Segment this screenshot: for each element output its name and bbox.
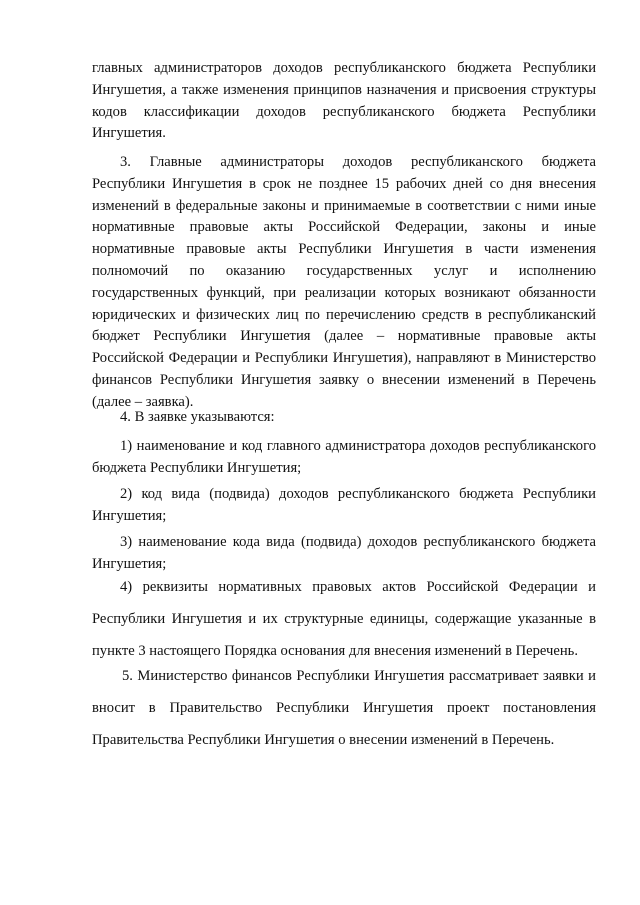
list-item-1: 1) наименование и код главного администратора доходов республиканского бюджета Республики Ингушетия; [92,438,596,476]
paragraph-item-4: 4. В заявке указываются: [120,409,275,425]
paragraph-continuation: главных администраторов доходов республиканского бюджета Республики Ингушетия, а также изменения принципов назначения и присвоения структуры кодов классификации доходов республиканского бюджета Республики Ингушетия. [92,60,596,142]
list-item-2: 2) код вида (подвида) доходов республиканского бюджета Республики Ингушетия; [92,486,596,524]
paragraph-item-3: 3. Главные администраторы доходов республиканского бюджета Республики Ингушетия в срок не позднее 15 рабочих дней со дня внесения изменений в федеральные законы и принимаемые в соответствии с ними иные нормативные правовые акты Российской Федерации, законы и иные нормативные правовые акты Республики Ингушетия в части изменения полномочий по оказанию государственных услуг и исполнению государственных функций, при реализации которых возникают обязанности юридических и физических лиц по перечислению средств в республиканский бюджет Республики Ингушетия (далее – нормативные правовые акты Российской Федерации и Республики Ингушетия), направляют в Министерство финансов Республики Ингушетия заявку о внесении изменений в Перечень (далее – заявка). [92,154,596,410]
paragraph-item-5: 5. Министерство финансов Республики Ингушетия рассматривает заявки и вносит в Правительство Республики Ингушетия проект постановления Правительства Республики Ингушетия о внесении изменений в Перечень. [92,668,596,748]
list-item-3: 3) наименование кода вида (подвида) доходов республиканского бюджета Ингушетия; [92,534,596,572]
list-item-4: 4) реквизиты нормативных правовых актов Российской Федерации и Республики Ингушетия и их структурные единицы, содержащие указанные в пункте 3 настоящего Порядка основания для внесения изменений в Перечень. [92,579,596,659]
